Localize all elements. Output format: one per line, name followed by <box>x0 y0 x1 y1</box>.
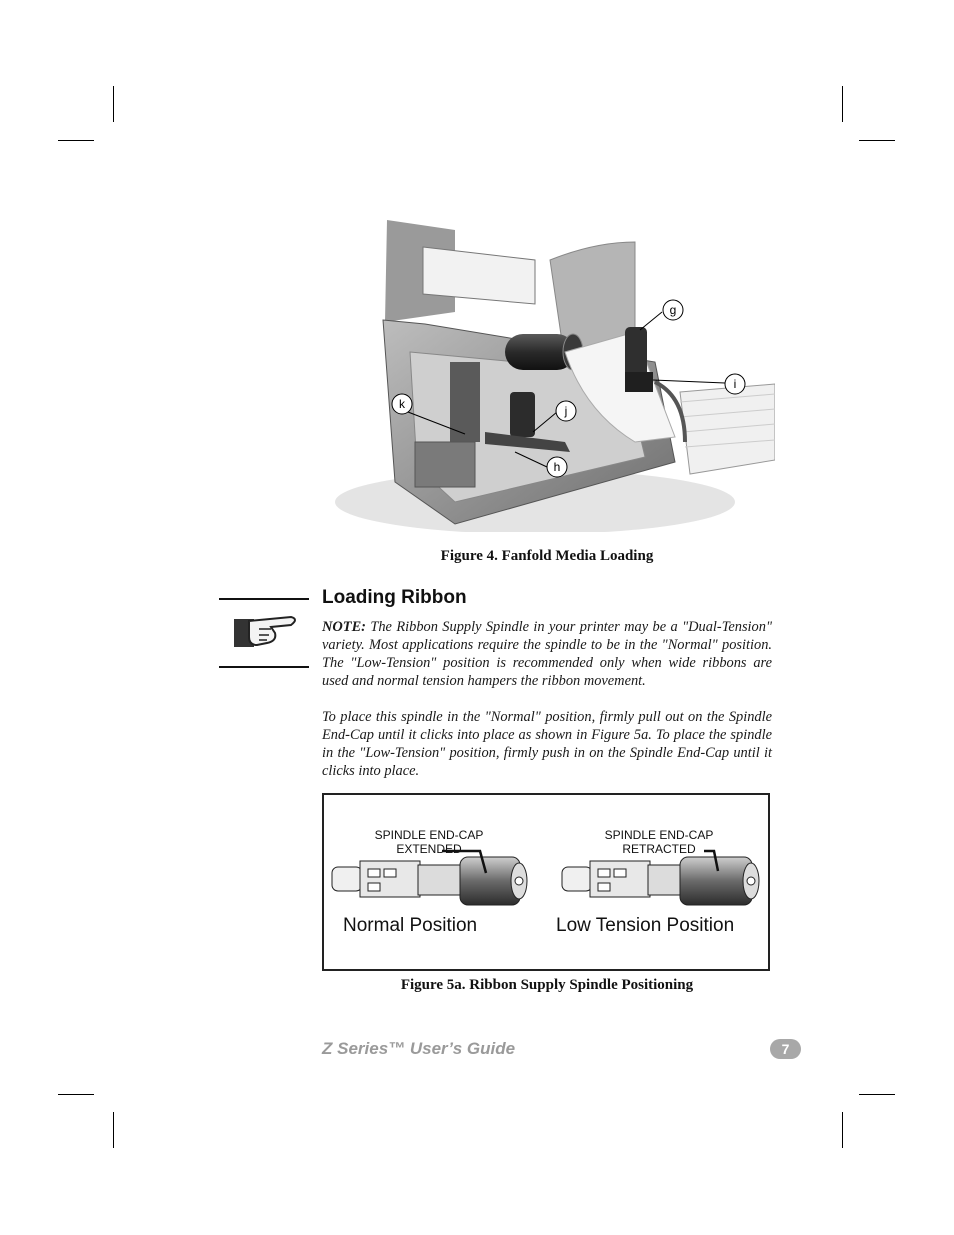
crop-mark <box>842 86 843 122</box>
note-text: The Ribbon Supply Spindle in your printer may be a "Dual-Tension" variety. Most applications require the spindle to be in the "Normal" position. The "Low-Tension" position is recommended only when wide ribbons are used and normal tension hampers the ribbon movement. <box>322 619 772 689</box>
label-endcap-retracted <box>584 828 734 856</box>
callout-g <box>663 300 683 320</box>
figure-4-caption: Figure 4. Fanfold Media Loading <box>440 548 654 564</box>
callout-h <box>547 457 567 477</box>
label-line: SPINDLE END-CAP <box>374 828 484 842</box>
callout-j <box>556 401 576 421</box>
label-line: EXTENDED <box>396 842 462 856</box>
svg-text:j: j <box>564 404 568 418</box>
footer-title: Z Series™ User’s Guide <box>322 1039 516 1058</box>
figure-5a-caption: Figure 5a. Ribbon Supply Spindle Positioning <box>400 977 694 993</box>
crop-mark <box>859 140 895 141</box>
crop-mark <box>113 1112 114 1148</box>
section-heading: Loading Ribbon <box>322 587 467 608</box>
crop-mark <box>58 1094 94 1095</box>
spindle-extended <box>332 851 527 905</box>
crop-mark <box>58 140 94 141</box>
printer-illustration <box>335 212 775 532</box>
crop-mark <box>113 86 114 122</box>
spindle-retracted <box>562 851 759 905</box>
svg-text:i: i <box>733 377 737 391</box>
note-paragraph <box>322 618 772 690</box>
page-number-badge: 7 <box>770 1039 801 1059</box>
note-label: NOTE: <box>322 619 366 635</box>
crop-mark <box>842 1112 843 1148</box>
label-endcap-extended <box>354 828 504 856</box>
spindle-illustration <box>324 795 768 969</box>
label-line: RETRACTED <box>622 842 696 856</box>
svg-text:h: h <box>553 460 561 474</box>
callout-k <box>392 394 412 414</box>
crop-mark <box>859 1094 895 1095</box>
label-line: SPINDLE END-CAP <box>604 828 714 842</box>
note-icon-block <box>219 597 311 669</box>
svg-text:g: g <box>669 303 677 317</box>
pointing-hand-icon <box>219 597 311 669</box>
callout-i <box>725 374 745 394</box>
figure-5a-box <box>322 793 770 971</box>
svg-text:k: k <box>399 397 405 411</box>
instruction-paragraph: To place this spindle in the "Normal" position, firmly pull out on the Spindle End-Cap until it clicks into place as shown in Figure 5a. To place the spindle in the "Low-Tension" position, firmly push in on the Spindle End-Cap until it clicks into place. <box>322 709 772 779</box>
normal-position-label: Normal Position <box>343 915 478 936</box>
figure-4-printer-illustration <box>335 212 775 532</box>
low-tension-position-label: Low Tension Position <box>556 915 735 936</box>
